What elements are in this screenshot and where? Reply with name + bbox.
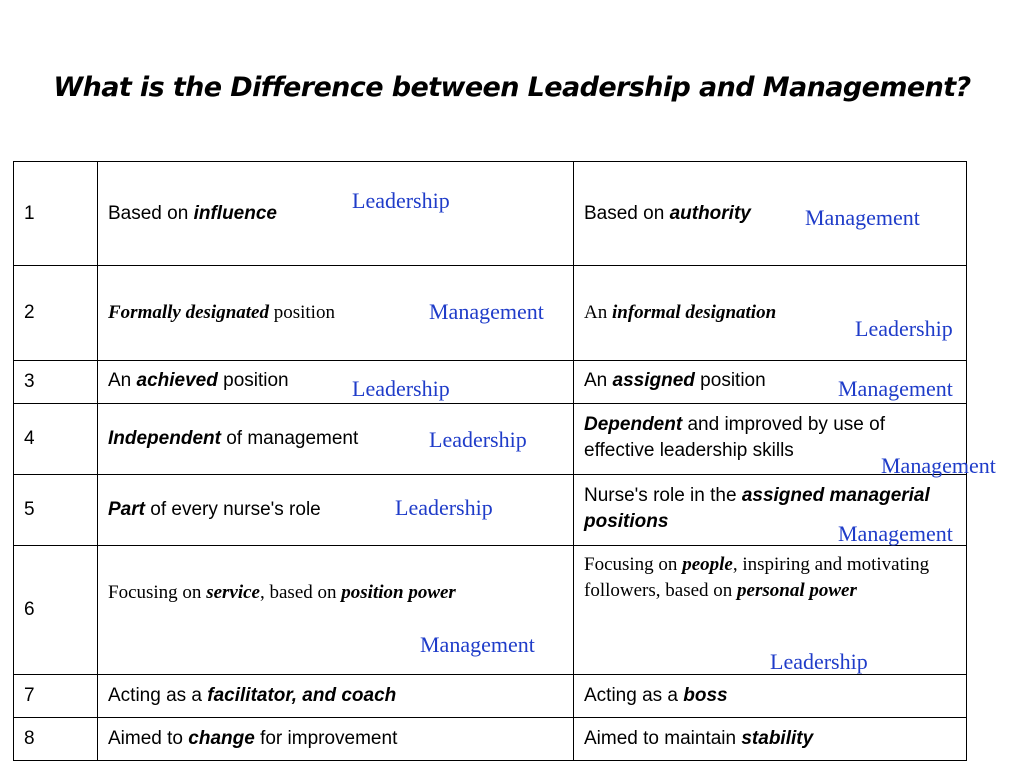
annotation-leadership: Leadership [855, 316, 953, 341]
left-cell: Acting as a facilitator, and coach [98, 675, 574, 718]
annotation-management: Management [881, 453, 996, 478]
left-cell: Focusing on service, based on position power [98, 546, 574, 675]
row-number: 6 [14, 546, 98, 675]
annotation-leadership: Leadership [395, 495, 493, 520]
right-cell: An informal designation [574, 266, 967, 361]
left-cell: Part of every nurse's role [98, 475, 574, 546]
row-number: 2 [14, 266, 98, 361]
right-cell: Dependent and improved by use of effective leadership skills [574, 404, 967, 475]
annotation-management: Management [429, 299, 544, 324]
annotation-management: Management [838, 521, 953, 546]
table-row [14, 361, 967, 404]
annotation-leadership: Leadership [770, 649, 868, 674]
row-number: 4 [14, 404, 98, 475]
left-cell: Formally designated position [98, 266, 574, 361]
annotation-management: Management [805, 205, 920, 230]
right-cell: Acting as a boss [574, 675, 967, 718]
annotation-management: Management [838, 376, 953, 401]
table-row [14, 718, 967, 761]
right-cell: Nurse's role in the assigned managerial positions [574, 475, 967, 546]
row-number: 1 [14, 162, 98, 266]
row-number: 3 [14, 361, 98, 404]
right-cell: An assigned position [574, 361, 967, 404]
left-cell: Based on influence [98, 162, 574, 266]
table-row [14, 675, 967, 718]
annotation-leadership: Leadership [429, 427, 527, 452]
annotation-leadership: Leadership [352, 188, 450, 213]
row-number: 8 [14, 718, 98, 761]
left-cell: Aimed to change for improvement [98, 718, 574, 761]
left-cell: Independent of management [98, 404, 574, 475]
annotation-management: Management [420, 632, 535, 657]
row-number: 7 [14, 675, 98, 718]
row-number: 5 [14, 475, 98, 546]
right-cell: Aimed to maintain stability [574, 718, 967, 761]
right-cell: Based on authority [574, 162, 967, 266]
slide-title: What is the Difference between Leadership and Management? [53, 72, 971, 103]
right-cell: Focusing on people, inspiring and motivating followers, based on personal power [574, 546, 967, 675]
left-cell: An achieved position [98, 361, 574, 404]
annotation-leadership: Leadership [352, 376, 450, 401]
